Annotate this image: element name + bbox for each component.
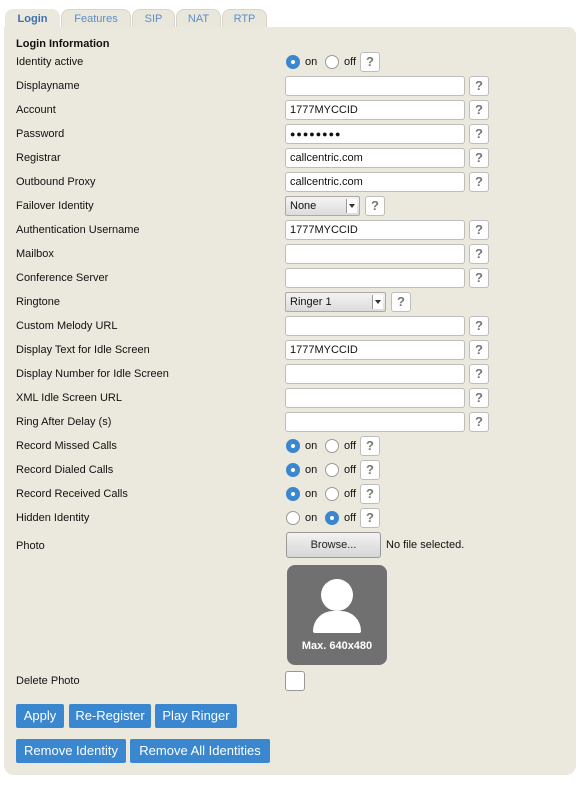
avatar-icon (321, 579, 353, 611)
tab-features[interactable]: Features (61, 9, 131, 27)
displayname-label: Displayname (16, 80, 80, 92)
help-icon[interactable]: ? (469, 268, 489, 288)
no-file-text: No file selected. (386, 539, 465, 551)
account-label: Account (16, 104, 56, 116)
help-icon[interactable]: ? (469, 220, 489, 240)
failover-identity-value: None (290, 200, 317, 212)
ring-after-delay-input[interactable] (285, 412, 465, 432)
remove-identity-button[interactable]: Remove Identity (16, 739, 126, 763)
registrar-label: Registrar (16, 152, 61, 164)
record-missed-off-radio[interactable] (325, 439, 339, 453)
record-dialed-on-radio[interactable] (286, 463, 300, 477)
failover-identity-select[interactable] (285, 196, 360, 216)
avatar-body-icon (313, 611, 361, 633)
tab-login[interactable]: Login (5, 9, 60, 28)
radio-on-label: on (305, 56, 318, 68)
apply-button[interactable]: Apply (16, 704, 64, 728)
custom-melody-url-label: Custom Melody URL (16, 320, 118, 332)
radio-on-label: on (305, 464, 318, 476)
help-icon[interactable]: ? (365, 196, 385, 216)
browse-button[interactable]: Browse... (286, 532, 381, 558)
tab-sip[interactable]: SIP (132, 9, 175, 27)
mailbox-input[interactable] (285, 244, 465, 264)
help-icon[interactable]: ? (469, 316, 489, 336)
outbound-proxy-input[interactable]: callcentric.com (285, 172, 465, 192)
registrar-input[interactable]: callcentric.com (285, 148, 465, 168)
identity-active-on-radio[interactable] (286, 55, 300, 69)
help-icon[interactable]: ? (469, 388, 489, 408)
radio-off-label: off (344, 56, 357, 68)
display-number-idle-label: Display Number for Idle Screen (16, 368, 169, 380)
radio-on-label: on (305, 488, 318, 500)
help-icon[interactable]: ? (469, 172, 489, 192)
remove-all-identities-button[interactable]: Remove All Identities (130, 739, 270, 763)
mailbox-label: Mailbox (16, 248, 54, 260)
record-missed-on-radio[interactable] (286, 439, 300, 453)
help-icon[interactable]: ? (469, 76, 489, 96)
tab-rtp[interactable]: RTP (222, 9, 267, 27)
play-ringer-button[interactable]: Play Ringer (155, 704, 237, 728)
help-icon[interactable]: ? (469, 100, 489, 120)
help-icon[interactable]: ? (469, 124, 489, 144)
chevron-down-icon (346, 199, 357, 213)
custom-melody-url-input[interactable] (285, 316, 465, 336)
displayname-input[interactable] (285, 76, 465, 96)
chevron-down-icon (372, 295, 383, 309)
help-icon[interactable]: ? (360, 436, 380, 456)
hidden-identity-on-radio[interactable] (286, 511, 300, 525)
conference-server-input[interactable] (285, 268, 465, 288)
xml-idle-url-label: XML Idle Screen URL (16, 392, 122, 404)
tab-nat[interactable]: NAT (176, 9, 221, 27)
ringtone-value: Ringer 1 (290, 296, 332, 308)
record-received-on-radio[interactable] (286, 487, 300, 501)
password-input[interactable]: ●●●●●●●● (285, 124, 465, 144)
record-received-label: Record Received Calls (16, 488, 128, 500)
record-received-off-radio[interactable] (325, 487, 339, 501)
radio-off-label: off (344, 488, 357, 500)
photo-label: Photo (16, 540, 45, 552)
re-register-button[interactable]: Re-Register (69, 704, 151, 728)
identity-active-off-radio[interactable] (325, 55, 339, 69)
display-text-idle-label: Display Text for Idle Screen (16, 344, 150, 356)
conference-server-label: Conference Server (16, 272, 109, 284)
help-icon[interactable]: ? (360, 484, 380, 504)
help-icon[interactable]: ? (469, 244, 489, 264)
help-icon[interactable]: ? (469, 148, 489, 168)
auth-username-label: Authentication Username (16, 224, 140, 236)
radio-on-label: on (305, 512, 318, 524)
ringtone-label: Ringtone (16, 296, 61, 308)
section-title: Login Information (16, 38, 110, 50)
help-icon[interactable]: ? (469, 412, 489, 432)
account-input[interactable]: 1777MYCCID (285, 100, 465, 120)
hidden-identity-label: Hidden Identity (16, 512, 90, 524)
record-missed-label: Record Missed Calls (16, 440, 117, 452)
help-icon[interactable]: ? (391, 292, 411, 312)
delete-photo-checkbox[interactable] (285, 671, 305, 691)
radio-on-label: on (305, 440, 318, 452)
delete-photo-label: Delete Photo (16, 675, 80, 687)
xml-idle-url-input[interactable] (285, 388, 465, 408)
photo-placeholder (287, 565, 387, 665)
display-number-idle-input[interactable] (285, 364, 465, 384)
help-icon[interactable]: ? (360, 460, 380, 480)
help-icon[interactable]: ? (360, 52, 380, 72)
identity-active-label: Identity active (16, 56, 84, 68)
radio-off-label: off (344, 512, 357, 524)
radio-off-label: off (344, 440, 357, 452)
record-dialed-label: Record Dialed Calls (16, 464, 114, 476)
help-icon[interactable]: ? (469, 340, 489, 360)
help-icon[interactable]: ? (469, 364, 489, 384)
help-icon[interactable]: ? (360, 508, 380, 528)
password-label: Password (16, 128, 65, 140)
radio-off-label: off (344, 464, 357, 476)
display-text-idle-input[interactable]: 1777MYCCID (285, 340, 465, 360)
ringtone-select[interactable] (285, 292, 386, 312)
outbound-proxy-label: Outbound Proxy (16, 176, 96, 188)
record-dialed-off-radio[interactable] (325, 463, 339, 477)
photo-caption: Max. 640x480 (301, 640, 373, 652)
hidden-identity-off-radio[interactable] (325, 511, 339, 525)
ring-after-delay-label: Ring After Delay (s) (16, 416, 112, 428)
failover-identity-label: Failover Identity (16, 200, 94, 212)
auth-username-input[interactable]: 1777MYCCID (285, 220, 465, 240)
